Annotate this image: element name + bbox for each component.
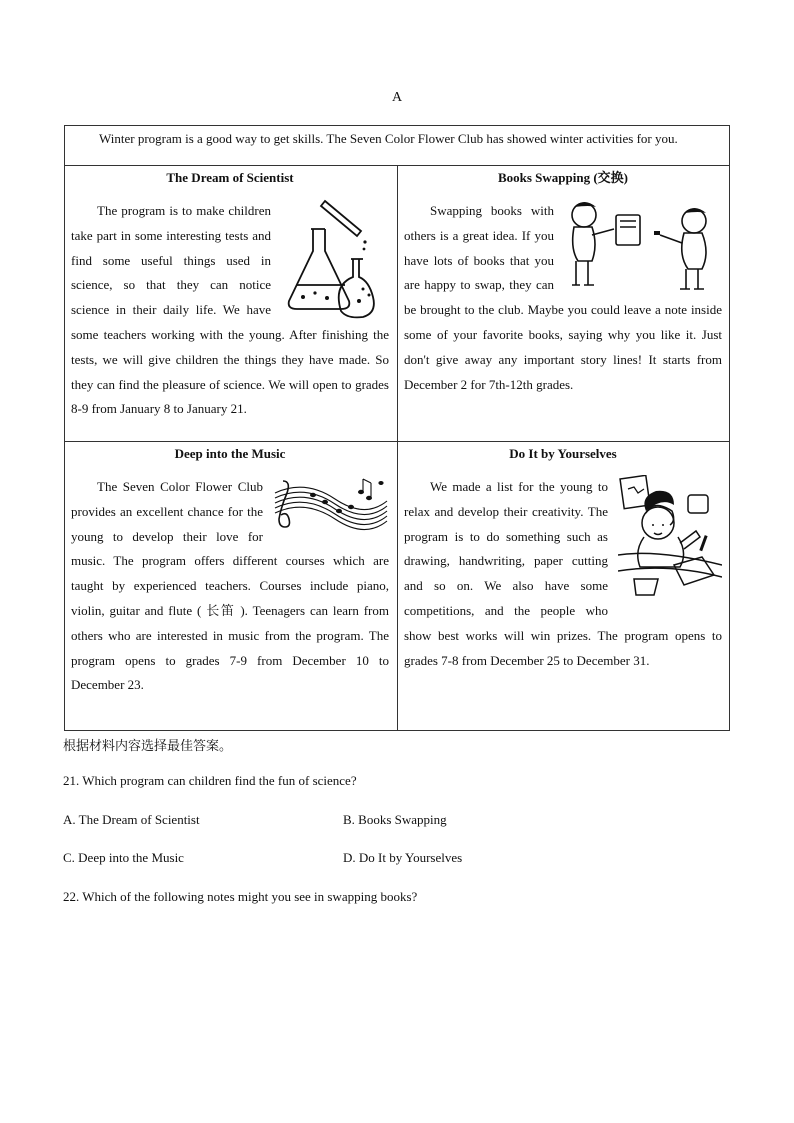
book-swap-illustration xyxy=(564,199,722,295)
cell-body: Swapping books with others is a great idea. If you have lots of books that you are happy to swap, they can be brought to the club. Maybe you could leave a note inside some of your favorite books, saying why you like it. Just don't give away any important story lines! It starts from December 2 for 7th-12th grades. xyxy=(404,203,722,392)
option-c: C. Deep into the Music xyxy=(63,850,184,865)
activities-table xyxy=(64,125,730,731)
crafting-child-illustration xyxy=(618,475,722,603)
cell-title: Books Swapping (交换) xyxy=(497,170,629,185)
cell-title: Deep into the Music xyxy=(174,446,286,461)
cell-dream-of-scientist xyxy=(71,166,389,422)
music-notes-illustration xyxy=(273,475,389,539)
cell-books-swapping xyxy=(404,166,722,397)
instruction: 根据材料内容选择最佳答案。 xyxy=(63,738,233,753)
cell-body: The Seven Color Flower Club provides an excellent chance for the young to develop their love for music. The program offers different courses which are taught by experienced teachers. Courses include piano, violin, guitar and flute ( 长笛 ). Teenagers can learn from others who are interested in music from the program. The program opens to grades 7-9 from December 10 to December 23. xyxy=(71,479,389,693)
option-d: D. Do It by Yourselves xyxy=(343,850,463,865)
intro-text: Winter program is a good way to get skills. The Seven Color Flower Club has showed winter activities for you. xyxy=(99,131,678,146)
table-divider-vertical xyxy=(397,165,398,731)
cell-deep-into-music xyxy=(71,442,389,698)
cell-do-it-yourselves xyxy=(404,442,722,673)
flask-illustration xyxy=(281,199,389,319)
option-a: A. The Dream of Scientist xyxy=(63,812,200,827)
question-22: 22. Which of the following notes might you see in swapping books? xyxy=(63,889,418,904)
section-label: A xyxy=(391,90,403,105)
cell-title: Do It by Yourselves xyxy=(509,446,617,461)
cell-body: We made a list for the young to relax and develop their creativity. The program is to do something such as drawing, handwriting, paper cutting and so on. We also have some competitions, and the people who show best works will win prizes. The program opens to grades 7-8 from December 25 to December 31. xyxy=(404,479,722,668)
question-21: 21. Which program can children find the fun of science? xyxy=(63,773,357,788)
option-b: B. Books Swapping xyxy=(343,812,447,827)
cell-title: The Dream of Scientist xyxy=(166,170,294,185)
cell-body: The program is to make children take part in some interesting tests and find some useful things used in science, so that they can notice science in their daily life. We have some teachers working with the young. After finishing the tests, we will give children the things they have made. So they can find the pleasure of science. We will open to grades 8-9 from January 8 to January 21. xyxy=(71,203,389,417)
